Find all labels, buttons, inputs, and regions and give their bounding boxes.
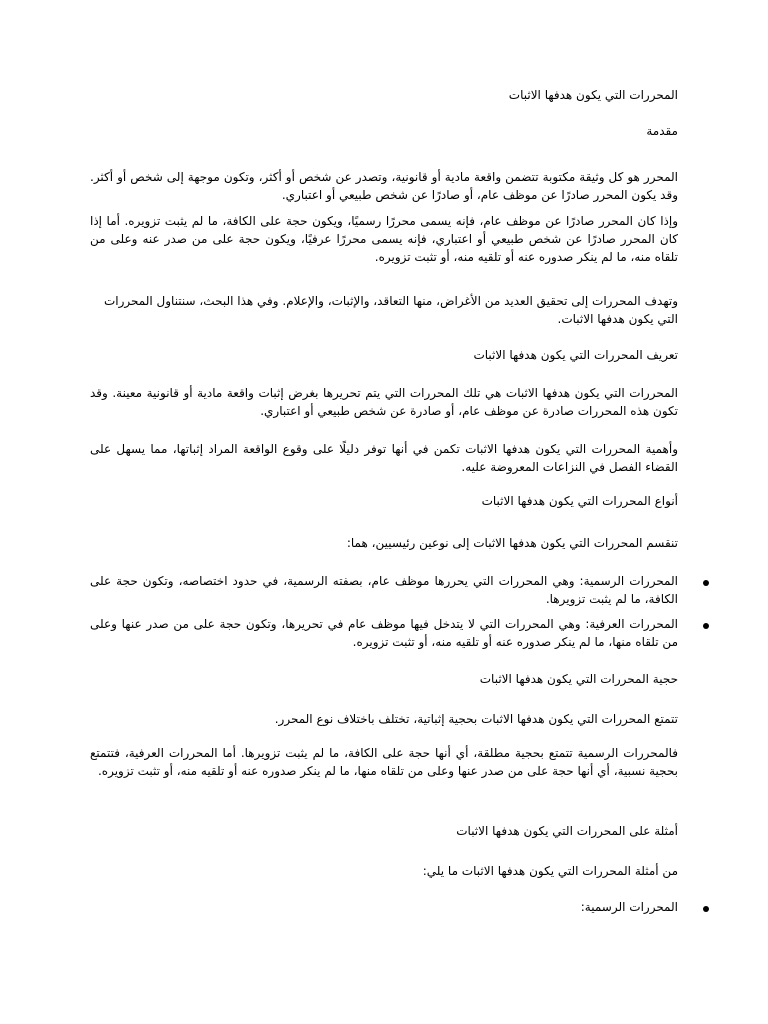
- examples-heading: أمثلة على المحررات التي يكون هدفها الاثبات: [456, 824, 678, 838]
- proof-paragraph-2: فالمحررات الرسمية تتمتع بحجية مطلقة، أي أنها حجة على الكافة، ما لم يثبت تزويرها. أما المحررات العرفية، فتتمتع بحجية نسبية، أي أنها حجة على من صدر عنها وعلى من تلقاه منها، ما لم ينكر صدوره عنه أو تلقيه منه، أو تثبت تزويره.: [90, 746, 678, 778]
- document-title: المحررات التي يكون هدفها الاثبات: [508, 88, 678, 102]
- intro-paragraph-2: وإذا كان المحرر صادرًا عن موظف عام، فإنه يسمى محررًا رسميًا، ويكون حجة على الكافة، ما لم يثبت تزويره. أما إذا كان المحرر صادرًا عن شخص طبيعي أو اعتباري، فإنه يسمى محررًا عرفيًا، ويكون حجة على من صدر عنه وعلى من تلقاه منه، ما لم ينكر صدوره عنه أو تلقيه منه، أو تثبت تزويره.: [90, 214, 678, 264]
- examples-intro: من أمثلة المحررات التي يكون هدفها الاثبات ما يلي:: [422, 864, 678, 878]
- proof-heading: حجية المحررات التي يكون هدفها الاثبات: [479, 672, 678, 686]
- proof-paragraph-1: تتمتع المحررات التي يكون هدفها الاثبات بحجية إثباتية، تختلف باختلاف نوع المحرر.: [274, 712, 678, 726]
- intro-paragraph-1: المحرر هو كل وثيقة مكتوبة تتضمن واقعة مادية أو قانونية، وتصدر عن شخص أو أكثر، وتكون موجهة إلى شخص أو أكثر. وقد يكون المحرر صادرًا عن موظف عام، أو صادرًا عن شخص طبيعي أو اعتباري.: [90, 170, 678, 202]
- definition-paragraph-2: وأهمية المحررات التي يكون هدفها الاثبات تكمن في أنها توفر دليلًا على وقوع الواقعة المراد إثباتها، مما يسهل على القضاء الفصل في النزاعات المعروضة عليه.: [90, 442, 678, 474]
- types-intro: تنقسم المحررات التي يكون هدفها الاثبات إلى نوعين رئيسيين، هما:: [346, 536, 678, 550]
- bullet-icon: [703, 580, 709, 586]
- bullet-icon: [703, 623, 709, 629]
- definition-heading: تعريف المحررات التي يكون هدفها الاثبات: [473, 348, 678, 362]
- intro-heading: مقدمة: [646, 124, 678, 138]
- types-heading: أنواع المحررات التي يكون هدفها الاثبات: [481, 494, 678, 508]
- definition-paragraph-1: المحررات التي يكون هدفها الاثبات هي تلك المحررات التي يتم تحريرها بغرض إثبات واقعة مادية أو قانونية معينة. وقد تكون هذه المحررات صادرة عن موظف عام، أو صادرة عن شخص طبيعي أو اعتباري.: [90, 386, 678, 418]
- types-list-item: المحررات الرسمية: وهي المحررات التي يحررها موظف عام، بصفته الرسمية، في حدود اختصاصه، وتكون حجة على الكافة، ما لم يثبت تزويرها.: [90, 574, 678, 606]
- types-list-item: المحررات العرفية: وهي المحررات التي لا يتدخل فيها موظف عام في تحريرها، وتكون حجة على من صدر عنها وعلى من تلقاه منها، ما لم ينكر صدوره عنه أو تلقيه منه، أو تثبت تزويره.: [90, 617, 678, 649]
- intro-paragraph-3: وتهدف المحررات إلى تحقيق العديد من الأغراض، منها التعاقد، والإثبات، والإعلام. وفي هذا البحث، سنتناول المحررات التي يكون هدفها الاثبات.: [103, 294, 678, 326]
- bullet-icon: [703, 906, 709, 912]
- examples-list-item: المحررات الرسمية:: [580, 900, 678, 914]
